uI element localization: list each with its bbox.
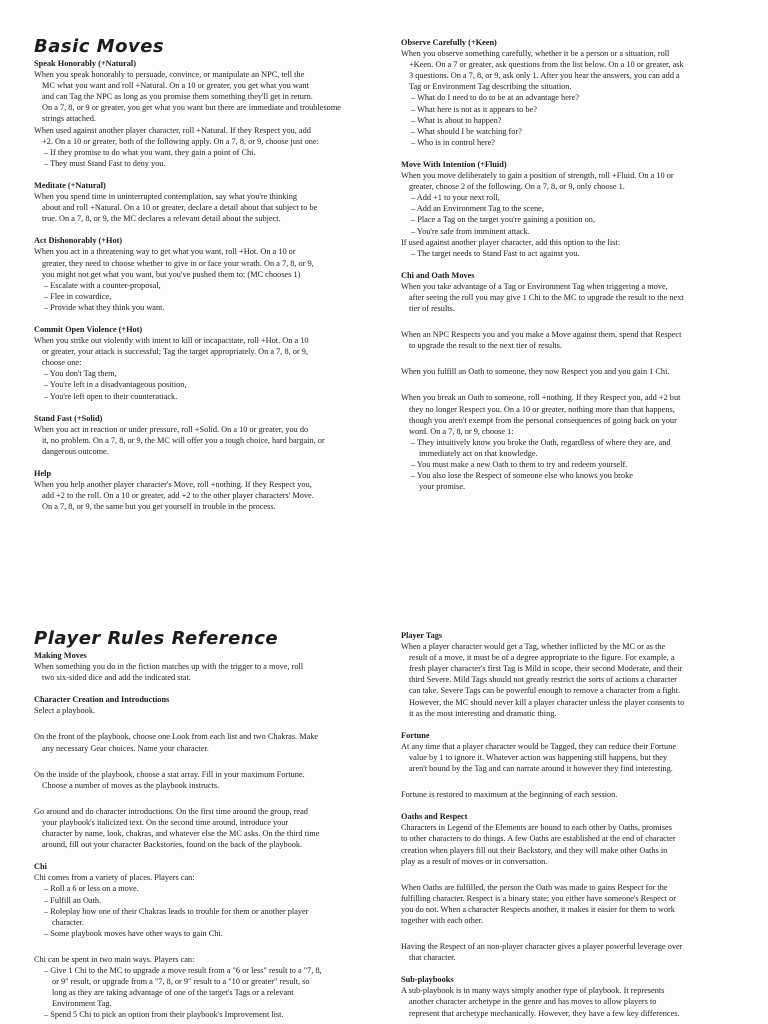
list-item: – Roleplay how one of their Chakras leads to trouble for them or another player bbox=[44, 906, 309, 916]
text-line: Characters in Legend of the Elements are bound to each other by Oaths, promises bbox=[401, 823, 672, 833]
list-item: – Roll a 6 or less on a move. bbox=[44, 884, 139, 894]
list-item: – Spend 5 Chi to pick an option from their playbook's Improvement list. bbox=[44, 1010, 284, 1020]
list-item: – Give 1 Chi to the MC to upgrade a move result from a "6 or less" result to a "7, 8, bbox=[44, 965, 322, 975]
text-line: When you fulfill an Oath to someone, they now Respect you and you gain 1 Chi. bbox=[401, 367, 670, 377]
section-heading: Speak Honorably (+Natural) bbox=[34, 59, 136, 68]
list-item: – The target needs to Stand Fast to act against you. bbox=[411, 248, 580, 258]
text-line: third Severe. Mild Tags should not greatly restrict the sorts of actions a character bbox=[409, 675, 677, 685]
text-line: greater, they need to choose whether to give in or face your wrath. On a 7, 8, or 9, bbox=[42, 258, 314, 268]
text-line: 3 questions. On a 7, 8, or 9, ask only 1. After you hear the answers, you can add a bbox=[409, 71, 680, 81]
section-heading: Character Creation and Introductions bbox=[34, 695, 170, 705]
oaths-respect-section bbox=[401, 811, 746, 963]
text-line: When you strike out violently with intent to kill or incapacitate, roll +Hot. On a 10 bbox=[34, 336, 309, 346]
list-item: – You're left in a disadvantageous position, bbox=[44, 380, 187, 390]
text-line: Having the Respect of an non-player character gives a player powerful leverage over bbox=[401, 942, 683, 952]
section-heading: Observe Carefully (+Keen) bbox=[401, 38, 497, 47]
text-line: choose one: bbox=[42, 358, 82, 368]
text-line: fresh player character's first Tag is Mild in scope, their second Moderate, and their bbox=[409, 664, 683, 674]
list-item: – You're safe from imminent attack. bbox=[411, 226, 530, 236]
text-line: Tag or Environment Tag describing the situation. bbox=[409, 82, 572, 92]
text-line: At any time that a player character would be Tagged, they can reduce their Fortune bbox=[401, 741, 677, 751]
observe-carefully-section bbox=[401, 37, 746, 148]
text-line: value by 1 to ignore it. Whatever action was happening still happens, but they bbox=[409, 752, 668, 762]
text-line: about and roll +Natural. On a 10 or greater, declare a detail about that subject to be bbox=[42, 203, 318, 213]
text-line: any necessary Gear choices. Name your character. bbox=[42, 743, 209, 753]
section-heading: Sub-playbooks bbox=[401, 975, 454, 985]
text-line: When you act in a threatening way to get what you want, roll +Hot. On a 10 or bbox=[34, 247, 296, 257]
text-line: creation when players fill out their Backstory, and they will make other Oaths in bbox=[401, 845, 668, 855]
text-line: dangerous outcome. bbox=[42, 446, 109, 456]
text-line: On a 7, 8, or 9 or greater, you get what you want but there are immediate and troublesome bbox=[42, 103, 341, 113]
text-line: aren't bound by the Tag and can narrate around it however they find interesting. bbox=[409, 764, 673, 774]
text-line: that character. bbox=[409, 953, 456, 963]
text-line: On a 7, 8, or 9, the same but you get yourself in trouble in the process. bbox=[42, 502, 276, 512]
list-item: – Provide what they think you want. bbox=[44, 302, 165, 312]
text-line: two six-sided dice and add the indicated stat. bbox=[42, 673, 191, 683]
list-item: – Some playbook moves have other ways to gain Chi. bbox=[44, 928, 223, 938]
text-line: When you help another player character's Move, roll +nothing. If they Respect you, bbox=[34, 480, 312, 490]
list-item: – They intuitively know you broke the Oath, regardless of where they are, and bbox=[411, 437, 671, 447]
text-line: to other characters to do things. A few Oaths are established at the end of character bbox=[401, 834, 676, 844]
basic-moves-right-column bbox=[401, 37, 746, 492]
text-line: together with each other. bbox=[401, 915, 484, 925]
text-line: However, the MC should never kill a player character unless the player consents to bbox=[409, 697, 685, 707]
list-item: – What is about to happen? bbox=[411, 115, 502, 125]
text-line: On the inside of the playbook, choose a stat array. Fill in your maximum Fortune. bbox=[34, 769, 305, 779]
text-line: Chi can be spent in two main ways. Players can: bbox=[34, 954, 195, 964]
text-line: On the front of the playbook, choose one Look from each list and two Chakras. Make bbox=[34, 732, 319, 742]
text-line: When used against another player character, roll +Natural. If they Respect you, add bbox=[34, 125, 311, 135]
text-line: you do not. When a character Respects another, it makes it easier for them to work bbox=[401, 904, 675, 914]
player-rules-title: Player Rules Reference bbox=[34, 628, 279, 649]
section-heading: Player Tags bbox=[401, 631, 443, 640]
list-item: – They must Stand Fast to deny you. bbox=[44, 158, 166, 168]
list-item: – Add an Environment Tag to the scene, bbox=[411, 204, 544, 214]
section-heading: Meditate (+Natural) bbox=[34, 180, 106, 190]
text-line: greater, choose 2 of the following. On a 7, 8, or 9, only choose 1. bbox=[409, 182, 625, 192]
text-line: to upgrade the result to the next tier of results. bbox=[409, 341, 562, 351]
list-item: or 9" result, or upgrade from a "7, 8, or 9" result to a "10 or greater" result, so bbox=[52, 977, 310, 987]
text-line: When a player character would get a Tag, whether inflicted by the MC or as the bbox=[401, 642, 666, 652]
text-line: fulfilling character. Respect is a binary state; you either have someone's Respect or bbox=[401, 893, 676, 903]
chi-oath-moves-section bbox=[401, 270, 746, 493]
player-rules-right-column bbox=[401, 630, 746, 1019]
making-moves-section bbox=[34, 650, 374, 683]
basic-moves-title: Basic Moves bbox=[34, 36, 165, 57]
section-heading: Stand Fast (+Solid) bbox=[34, 413, 103, 423]
list-item: – You must make a new Oath to them to try and redeem yourself. bbox=[411, 460, 628, 469]
text-line: it as the most interesting and dramatic thing. bbox=[409, 708, 557, 718]
text-line: When Oaths are fulfilled, the person the Oath was made to gains Respect for the bbox=[401, 882, 668, 892]
list-item: – Place a Tag on the target you're gaining a position on, bbox=[411, 215, 596, 225]
list-item: – What should I be watching for? bbox=[411, 126, 522, 136]
move-with-intention-section bbox=[401, 159, 746, 259]
text-line: Chi comes from a variety of places. Players can: bbox=[34, 873, 195, 883]
sub-playbooks-section bbox=[401, 974, 746, 1018]
text-line: MC what you want and roll +Natural. On a 10 or greater, you get what you want bbox=[42, 81, 310, 91]
text-line: When something you do in the fiction matches up with the trigger to a move, roll bbox=[34, 662, 304, 672]
text-line: strings attached. bbox=[42, 114, 96, 124]
stand-fast-section bbox=[34, 413, 374, 457]
section-heading: Chi bbox=[34, 862, 47, 872]
text-line: When you take advantage of a Tag or Environment Tag when triggering a move, bbox=[401, 281, 668, 291]
text-line: your playbook's italicized text. On the second time around, introduce your bbox=[42, 817, 289, 827]
section-heading: Chi and Oath Moves bbox=[401, 270, 475, 280]
list-item: your promise. bbox=[419, 482, 466, 492]
list-item: immediately act on that knowledge. bbox=[419, 448, 538, 458]
section-heading: Commit Open Violence (+Hot) bbox=[34, 324, 143, 334]
act-dishonorably-section bbox=[34, 235, 374, 313]
text-line: When you spend time in uninterrupted contemplation, say what you're thinking bbox=[34, 192, 298, 202]
text-line: true. On a 7, 8, or 9, the MC declares a relevant detail about the subject. bbox=[42, 214, 281, 224]
basic-moves-left-column bbox=[34, 36, 374, 512]
section-heading: Oaths and Respect bbox=[401, 812, 468, 822]
text-line: When you act in reaction or under pressure, roll +Solid. On a 10 or greater, you do bbox=[34, 424, 309, 434]
text-line: Choose a number of moves as the playbook instructs. bbox=[42, 780, 220, 790]
text-line: When you move deliberately to gain a position of strength, roll +Fluid. On a 10 or bbox=[401, 171, 674, 181]
list-item: character. bbox=[52, 917, 85, 927]
list-item: – Fulfill an Oath. bbox=[44, 895, 102, 905]
section-heading: Making Moves bbox=[34, 651, 87, 660]
text-line: word. On a 7, 8, or 9, choose 1: bbox=[409, 426, 514, 436]
list-item: – What here is not as it appears to be? bbox=[411, 104, 537, 114]
list-item: – Escalate with a counter-proposal, bbox=[44, 280, 161, 290]
text-line: +Keen. On a 7 or greater, ask questions from the list below. On a 10 or greater, ask bbox=[409, 60, 684, 70]
player-rules-left-column bbox=[34, 628, 374, 1020]
text-line: If used against another player character, add this option to the list: bbox=[401, 237, 621, 247]
text-line: When you break an Oath to someone, roll +nothing. If they Respect you, add +2 but bbox=[401, 393, 681, 403]
section-heading: Move With Intention (+Fluid) bbox=[401, 159, 507, 169]
text-line: around, fill out your character Backstories, found on the back of the playbook. bbox=[42, 840, 303, 850]
text-line: or greater, your attack is successful; Tag the target appropriately. On a 7, 8, or 9, bbox=[42, 347, 308, 357]
list-item: Environment Tag. bbox=[52, 999, 112, 1009]
text-line: represent that archetype mechanically. However, they have a few key differences. bbox=[409, 1008, 680, 1018]
text-line: another character archetype in the genre and has moves to allow players to bbox=[409, 997, 657, 1007]
text-line: they no longer Respect you. On a 10 or greater, nothing more than that happens, bbox=[409, 404, 675, 414]
text-line: +2. On a 10 or greater, both of the following apply. On a 7, 8, or 9, choose just one: bbox=[42, 136, 319, 146]
chi-section bbox=[34, 861, 374, 1020]
section-heading: Help bbox=[34, 469, 52, 478]
list-item: – Who is in control here? bbox=[411, 137, 495, 147]
commit-violence-section bbox=[34, 324, 374, 402]
text-line: result of a move, it must be of a degree appropriate to the figure. For example, a bbox=[409, 653, 675, 663]
list-item: – You also lose the Respect of someone else who knows you broke bbox=[411, 471, 633, 481]
text-line: Fortune is restored to maximum at the beginning of each session. bbox=[401, 790, 618, 800]
text-line: A sub-playbook is in many ways simply another type of playbook. It represents bbox=[401, 986, 665, 996]
text-line: When an NPC Respects you and you make a Move against them, spend that Respect bbox=[401, 330, 682, 340]
list-item: – If they promise to do what you want, they gain a point of Chi. bbox=[44, 147, 256, 157]
text-line: Go around and do character introductions. On the first time around the group, read bbox=[34, 806, 308, 816]
section-heading: Fortune bbox=[401, 730, 430, 740]
text-line: you might not get what you want, but you've pushed them to: (MC chooses 1) bbox=[42, 269, 301, 279]
list-item: – What do I need to do to be at an advantage here? bbox=[411, 93, 580, 103]
list-item: long as they are taking advantage of one of the target's Tags or a relevant bbox=[52, 988, 294, 998]
list-item: – You don't Tag them, bbox=[44, 369, 117, 379]
text-line: it, no problem. On a 7, 8, or 9, the MC will offer you a tough choice, hard bargain, or bbox=[42, 435, 325, 445]
text-line: add +2 to the roll. On a 10 or greater, add +2 to the other player characters' Move. bbox=[42, 491, 314, 501]
speak-honorably-section bbox=[34, 58, 374, 169]
text-line: When you observe something carefully, whether it be a person or a situation, roll bbox=[401, 49, 670, 59]
player-tags-section bbox=[401, 630, 746, 719]
list-item: – You're left open to their counterattack. bbox=[44, 391, 178, 401]
text-line: character by name, look, chakras, and whatever else the MC asks. On the third time bbox=[42, 829, 320, 839]
text-line: can take. Severe Tags can be powerful enough to remove a character from a fight. bbox=[409, 686, 681, 696]
meditate-section bbox=[34, 180, 374, 224]
text-line: and can Tag the NPC as long as you promise them something they'll get in return. bbox=[42, 92, 313, 102]
text-line: after seeing the roll you may give 1 Chi to the MC to upgrade the result to the next bbox=[409, 292, 684, 302]
help-section bbox=[34, 468, 374, 512]
text-line: When you speak honorably to persuade, convince, or manipulate an NPC, tell the bbox=[34, 70, 305, 80]
fortune-section bbox=[401, 730, 746, 800]
text-line: though you aren't exempt from the personal consequences of going back on your bbox=[409, 415, 677, 425]
text-line: Select a playbook. bbox=[34, 706, 96, 716]
text-line: play as a result of moves or in conversation. bbox=[401, 856, 548, 866]
text-line: tier of results. bbox=[409, 304, 455, 314]
list-item: – Add +1 to your next roll, bbox=[411, 193, 500, 203]
character-creation-section bbox=[34, 694, 374, 850]
section-heading: Act Dishonorably (+Hot) bbox=[34, 236, 123, 246]
list-item: – Flee in cowardice, bbox=[44, 291, 112, 301]
